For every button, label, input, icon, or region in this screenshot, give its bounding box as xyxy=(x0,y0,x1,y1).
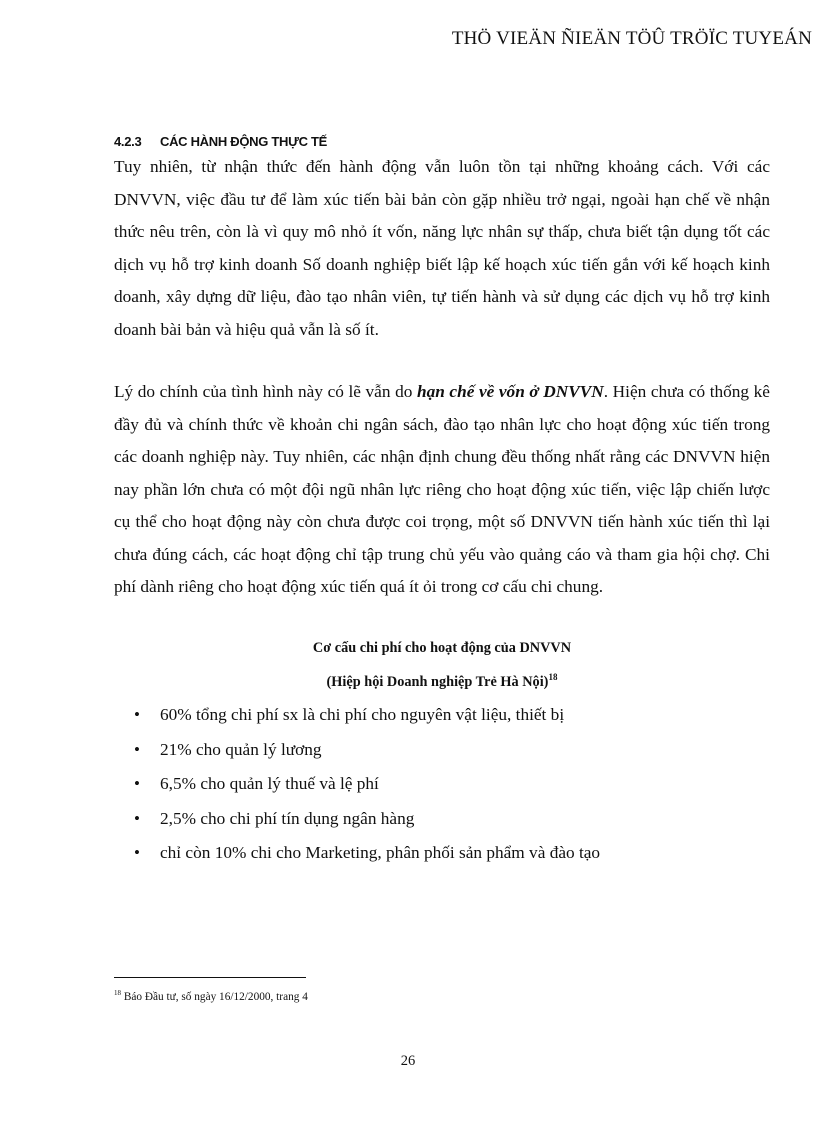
footnote-divider xyxy=(114,977,306,978)
bullet-icon: • xyxy=(134,843,140,863)
section-title: CÁC HÀNH ĐỘNG THỰC TẾ xyxy=(160,134,327,149)
paragraph-2: Lý do chính của tình hình này có lẽ vẫn do hạn chế về vốn ở DNVVN. Hiện chưa có thống kê đầy đủ và chính thức về khoản chi ngân sách, đào tạo nhân lực cho hoạt động xúc tiến trong các doanh nghiệp này. Tuy nhiên, các nhận định chung đều thống nhất rằng các DNVVN hiện nay phần lớn chưa có một đội ngũ nhân lực riêng cho hoạt động xúc tiến, việc lập chiến lược cụ thể cho hoạt động này còn chưa được coi trọng, một số DNVVN tiến hành xúc tiến thì lại chưa đúng cách, các hoạt động chỉ tập trung chủ yếu vào quảng cáo và tham gia hội chợ. Chi phí dành riêng cho hoạt động xúc tiến quá ít ỏi trong cơ cấu chi chung. xyxy=(114,382,770,596)
page-body xyxy=(114,134,770,871)
list-item: • 6,5% cho quản lý thuế và lệ phí xyxy=(114,767,770,802)
list-item: • 2,5% cho chi phí tín dụng ngân hàng xyxy=(114,802,770,837)
footnote-text: Báo Đầu tư, số ngày 16/12/2000, trang 4 xyxy=(121,990,308,1003)
emphasis-text: hạn chế về vốn ở DNVVN xyxy=(416,382,604,401)
list-item: • chỉ còn 10% chi cho Marketing, phân phối sản phẩm và đào tạo xyxy=(114,836,770,871)
section-heading xyxy=(114,134,770,149)
list-item: • 21% cho quản lý lương xyxy=(114,733,770,768)
footnote-marker: 18 xyxy=(114,989,121,997)
bullet-icon: • xyxy=(134,774,140,794)
section-number: 4.2.3 xyxy=(114,134,142,149)
cost-structure-list xyxy=(114,698,770,871)
bullet-icon: • xyxy=(134,739,140,759)
running-header: THÖ VIEÄN ÑIEÄN TÖÛ TRÖÏC TUYEÁN xyxy=(451,28,812,49)
figure-title-line-2: (Hiệp hội Doanh nghiệp Trẻ Hà Nội)$^{18}$ xyxy=(326,671,558,690)
figure-title xyxy=(114,634,770,697)
figure-title-line-1: Cơ cấu chi phí cho hoạt động của DNVVN xyxy=(312,639,572,656)
paragraph-1: Tuy nhiên, từ nhận thức đến hành động vẫn luôn tồn tại những khoảng cách. Với các DNVVN, việc đầu tư để làm xúc tiến bài bản còn gặp nhiều trở ngại, ngoài hạn chế về nhận thức nêu trên, còn là vì quy mô nhỏ ít vốn, năng lực nhân sự thấp, chưa biết tận dụng tốt các dịch vụ hỗ trợ kinh doanh Số doanh nghiệp biết lập kế hoạch xúc tiến gắn với kế hoạch kinh doanh, xây dựng dữ liệu, đào tạo nhân viên, tự tiến hành và sử dụng các dịch vụ hỗ trợ kinh doanh bài bản và hiệu quả vẫn là số ít. xyxy=(114,157,770,339)
list-item: • 60% tổng chi phí sx là chi phí cho nguyên vật liệu, thiết bị xyxy=(114,698,770,733)
page-number: 26 xyxy=(400,1053,416,1069)
footnote xyxy=(114,989,308,1003)
bullet-icon: • xyxy=(134,705,140,725)
footnote-reference: 18 xyxy=(548,671,558,682)
bullet-icon: • xyxy=(134,808,140,828)
